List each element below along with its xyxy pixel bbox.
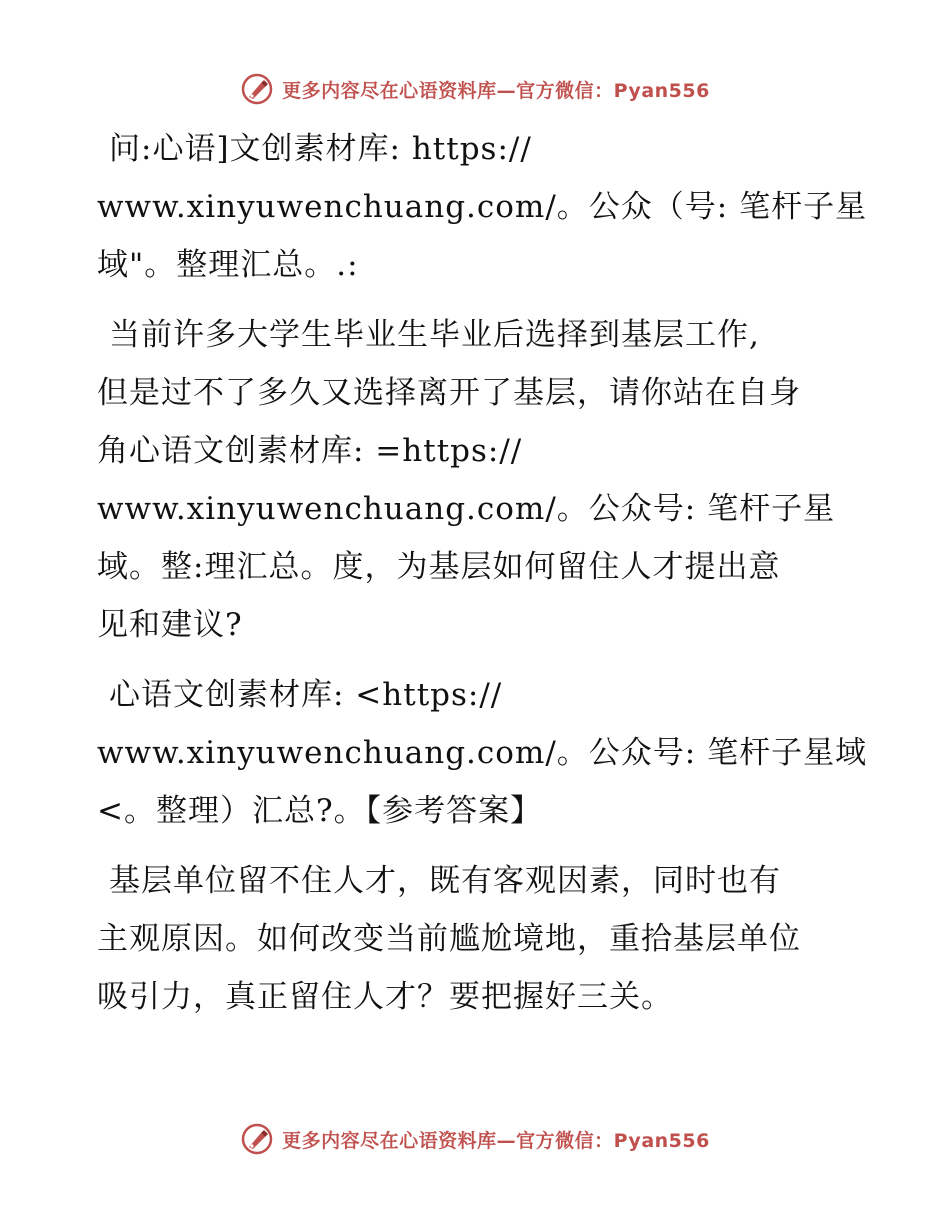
- text-line: 基层单位留不住人才，既有客观因素，同时也有: [109, 863, 781, 899]
- text-line: <。整理）汇总?。【参考答案】: [97, 793, 543, 829]
- text-line: 问:心语]文创素材库: https://: [109, 131, 532, 167]
- text-line: 域。整:理汇总。度，为基层如何留住人才提出意: [97, 549, 781, 585]
- footer-banner-text: 更多内容尽在心语资料库—官方微信：Pyan556: [282, 1129, 710, 1152]
- paragraph-3: [97, 666, 868, 840]
- pen-nib-logo-icon: [240, 1122, 274, 1156]
- text-line: www.xinyuwenchuang.com/。公众号: 笔杆子星域: [97, 735, 868, 771]
- document-body: [97, 120, 868, 1038]
- paragraph-4: [97, 852, 857, 1026]
- text-line: 域"。整理汇总。.:: [97, 247, 359, 283]
- paragraph-1: [97, 120, 868, 294]
- text-line: 见和建议?: [97, 607, 243, 643]
- text-line: 角心语文创素材库: =https://: [97, 433, 523, 469]
- text-line: 但是过不了多久又选择离开了基层，请你站在自身: [97, 375, 801, 411]
- pen-nib-logo-icon: [240, 72, 274, 106]
- text-line: www.xinyuwenchuang.com/。公众（号: 笔杆子星: [97, 189, 868, 225]
- text-line: 当前许多大学生毕业生毕业后选择到基层工作,: [109, 317, 760, 353]
- header-banner-text: 更多内容尽在心语资料库—官方微信：Pyan556: [282, 79, 710, 102]
- text-line: 主观原因。如何改变当前尴尬境地，重拾基层单位: [97, 921, 801, 957]
- footer-banner: [0, 1122, 950, 1156]
- paragraph-2: [97, 306, 857, 654]
- header-banner: [0, 72, 950, 106]
- text-line: 心语文创素材库: <https://: [109, 677, 503, 713]
- text-line: www.xinyuwenchuang.com/。公众号: 笔杆子星: [97, 491, 836, 527]
- text-line: 吸引力，真正留住人才？要把握好三关。: [97, 979, 673, 1015]
